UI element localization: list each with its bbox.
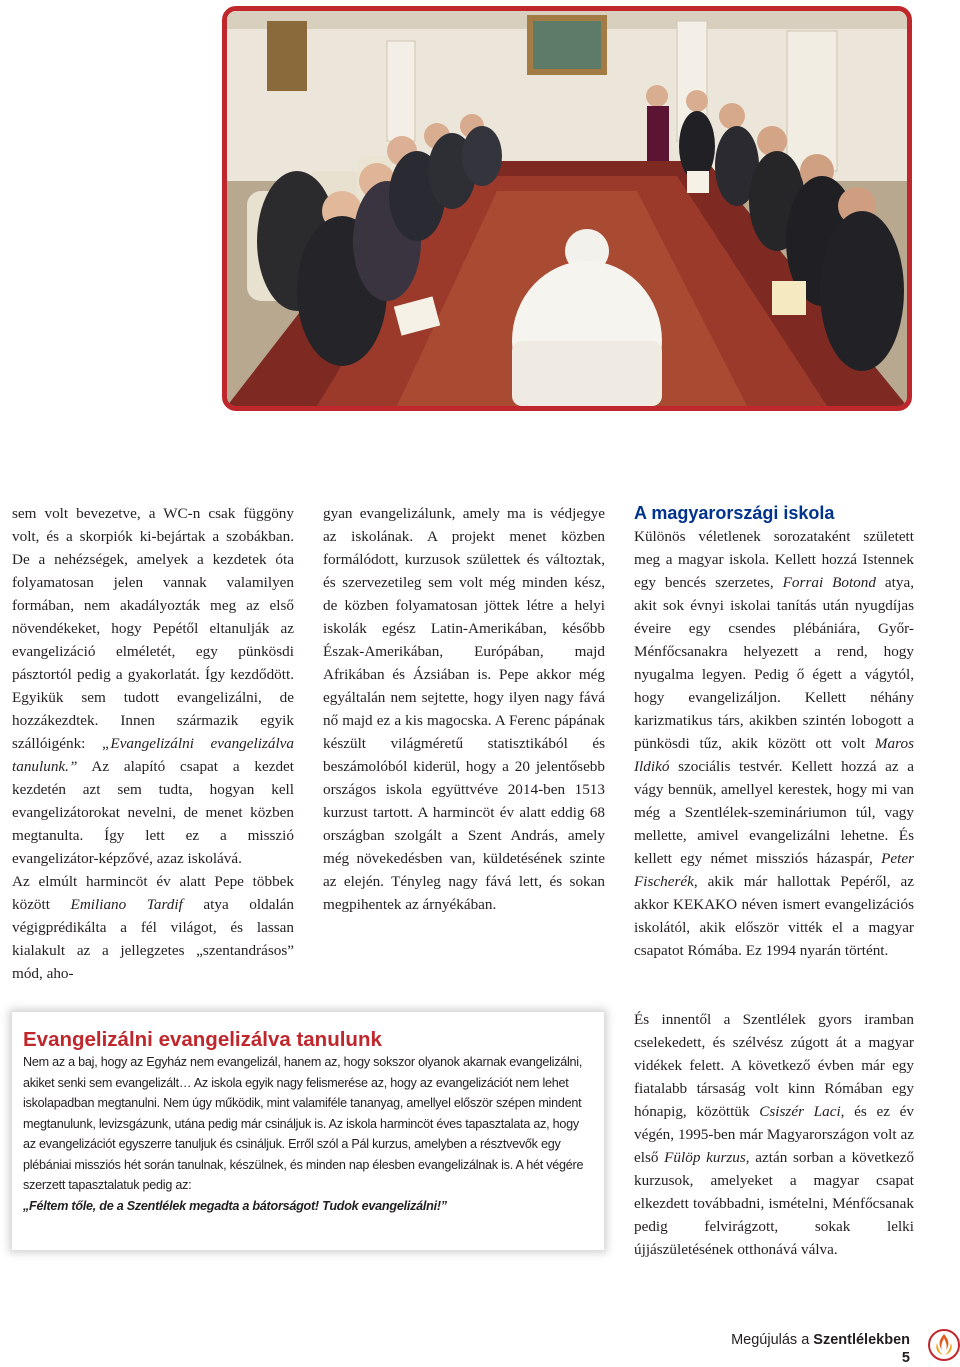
box-body: [23, 1052, 594, 1216]
col3-p2-name-1: Csiszér Laci: [759, 1103, 841, 1120]
col3-name-2: Maros Ildikó: [634, 735, 914, 775]
col3-p2-text-b: , és ez év végén, 1995-ben már Magyarországon volt az első: [634, 1103, 914, 1166]
col1-quote: „Evangelizálni evangelizálva tanulunk.”: [12, 735, 295, 775]
box-text: Nem az a baj, hogy az Egyház nem evangelizál, hanem az, hogy sokszor olyanok akarnak evangelizálni, akiket senki sem evangelizált… Az iskola egyik nagy felismerése az, hogy az evangelizációt nem lehet iskolapadban megtanulni. Nem úgy működik, mint valamiféle tananyag, amellyel először szépen mindent megtanulunk, levizsgázunk, utána pedig már csináljuk is. Az iskola harmincöt éves tapasztalata az, hogy az evangelizációt egyszerre tanuljuk és csináljuk. Erről szól a Pál kurzus, amelyben a résztvevők egy plébániai missziós hét során tanulnak, készülnek, és minden nap élesben evangelizálnak is. A hét végére szerzett tapasztalatuk pedig az:: [23, 1055, 584, 1192]
section-heading: A magyarországi iskola: [634, 503, 835, 523]
col2-paragraph: gyan evangelizálunk, amely ma is védjegye az iskolának. A projekt menet közben formálódott, kurzusok születtek és változtak, és szervezetileg sem volt még minden kész, de közben folyamatosan jöttek létre a helyi iskolák egész Latin-Amerikában, később Észak-Amerikában, Európában, majd Afrikában és Ázsiában is. Pepe akkor még egyáltalán nem sejtette, hogy ilyen nagy fává nő majd ez a kis magocska. A Ferenc pápának készült világméretű statisztikából és beszámolóból kiderül, hogy a 20 jelentősebb országos iskola együttvéve 2014-ben 1513 kurzust tartott. A harmincöt év alatt eddig 68 országban szolgált a Szent András, amely még növekedésben van, küldetésének szinte az elején. Tényleg nagy fává lett, és sokan megpihentek az árnyékában.: [323, 505, 605, 913]
magazine-name: [731, 1332, 910, 1348]
col3-p2-text-c: , aztán sorban a következő kurzusok, amelyeket a magyar csapat elkezdett továbbadni, ismételni, Ménfőcsanak pedig felvirágzott, sokak lelki újjászületésének otthonává válva.: [634, 1149, 914, 1258]
col3-text-d: , akik már hallottak Pepéről, az akkor KEKAKO néven ismert evangelizációs iskolától, akik először vitték el a magyar csapatot Rómába. Ez 1994 nyarán történt.: [634, 873, 914, 959]
photo-illustration: [227, 11, 907, 406]
magazine-logo-icon: [928, 1329, 960, 1361]
article-column-3-continued: [634, 1008, 914, 1261]
col3-name-1: Forrai Botond: [782, 574, 876, 591]
col3-name-3: Peter Fischerék: [634, 850, 914, 890]
col1-paragraph-2: [12, 870, 294, 985]
col3-text-c: szociális testvér. Kellett hozzá az a vágy bennük, amellyel kerestek, hogy mi van még a Szentlélek-szemináriumon túl, vagy mellette, amivel evangelizálni lehetne. És kellett egy német missziós házaspár,: [634, 758, 914, 867]
box-title: Evangelizálni evangelizálva tanulunk: [23, 1028, 382, 1051]
col3-paragraph-2: [634, 1008, 914, 1261]
col3-paragraph-1: [634, 525, 914, 962]
group-photo: [222, 6, 912, 411]
col3-p2-name-2: Fülöp kurzus: [664, 1149, 746, 1166]
col1-paragraph-1: [12, 502, 294, 870]
magazine-name-b: Szentlélekben: [813, 1332, 910, 1348]
box-quote: „Féltem tőle, de a Szentlélek megadta a bátorságot! Tudok evangelizálni!”: [23, 1198, 447, 1213]
article-column-2: [323, 502, 605, 916]
col1-p2-text: Az elmúlt harmincöt év alatt Pepe többek között: [12, 873, 294, 913]
col1-text: sem volt bevezetve, a WC-n csak függöny volt, és a skorpiók ki-bejártak a szobákban. De a nehézségek, amelyek a kezdetek óta folyamatosan jelen vannak valamilyen formában, nem akadályozták meg az első növendékeket, hogy Pepétől eltanulják az evangelizáció elméletét, egy pünkösdi pásztortól pedig a gyakorlatát. Így kezdődött. Egyikük sem tudott evangelizálni, de hozzákezdtek. Innen származik egyik szállóigénk:: [12, 505, 294, 752]
page-number: 5: [901, 1350, 910, 1366]
col1-text-rest: Az alapító csapat a kezdet kezdetén azt sem tudta, hogyan kell evangelizátorokat nevelni, de menet közben megtanulta. Így lett ez a misszió evangelizátor-képzővé, azaz iskolává.: [12, 758, 294, 867]
highlight-box: [12, 1012, 604, 1250]
col3-text-b: atya, akit sok évnyi iskolai tanítás után nyugdíjas éveire egy csendes plébániára, Győr-Ménfőcsanakra helyezett a rend, hogy nyugalma legyen. Pedig ő égett a vágytól, hogy evangelizáljon. Kellett néhány karizmatikus társ, akikben szintén lobogott a pünkösdi tűz, akik között ott volt: [634, 574, 914, 752]
col1-p2-text-rest: atya oldalán végigprédikálta a fél világot, és lassan kialakult az a jellegzetes „szentandrásos” mód, aho-: [12, 896, 294, 982]
article-column-3: [634, 502, 914, 962]
col1-p2-name: Emiliano Tardif: [70, 896, 183, 913]
magazine-name-a: Megújulás a: [731, 1332, 814, 1348]
article-column-1: [12, 502, 294, 985]
col3-text-a: Különös véletlenek sorozataként született meg a magyar iskola. Kellett hozzá Istennek egy bencés szerzetes,: [634, 528, 914, 591]
col3-p2-text-a: És innentől a Szentlélek gyors iramban cselekedett, és szélvész zúgott át a magyar vidékek felett. A következő évben már egy fiatalabb társaság volt kinn Rómában egy hónapig, közöttük: [634, 1011, 914, 1120]
page-footer: [731, 1331, 910, 1367]
